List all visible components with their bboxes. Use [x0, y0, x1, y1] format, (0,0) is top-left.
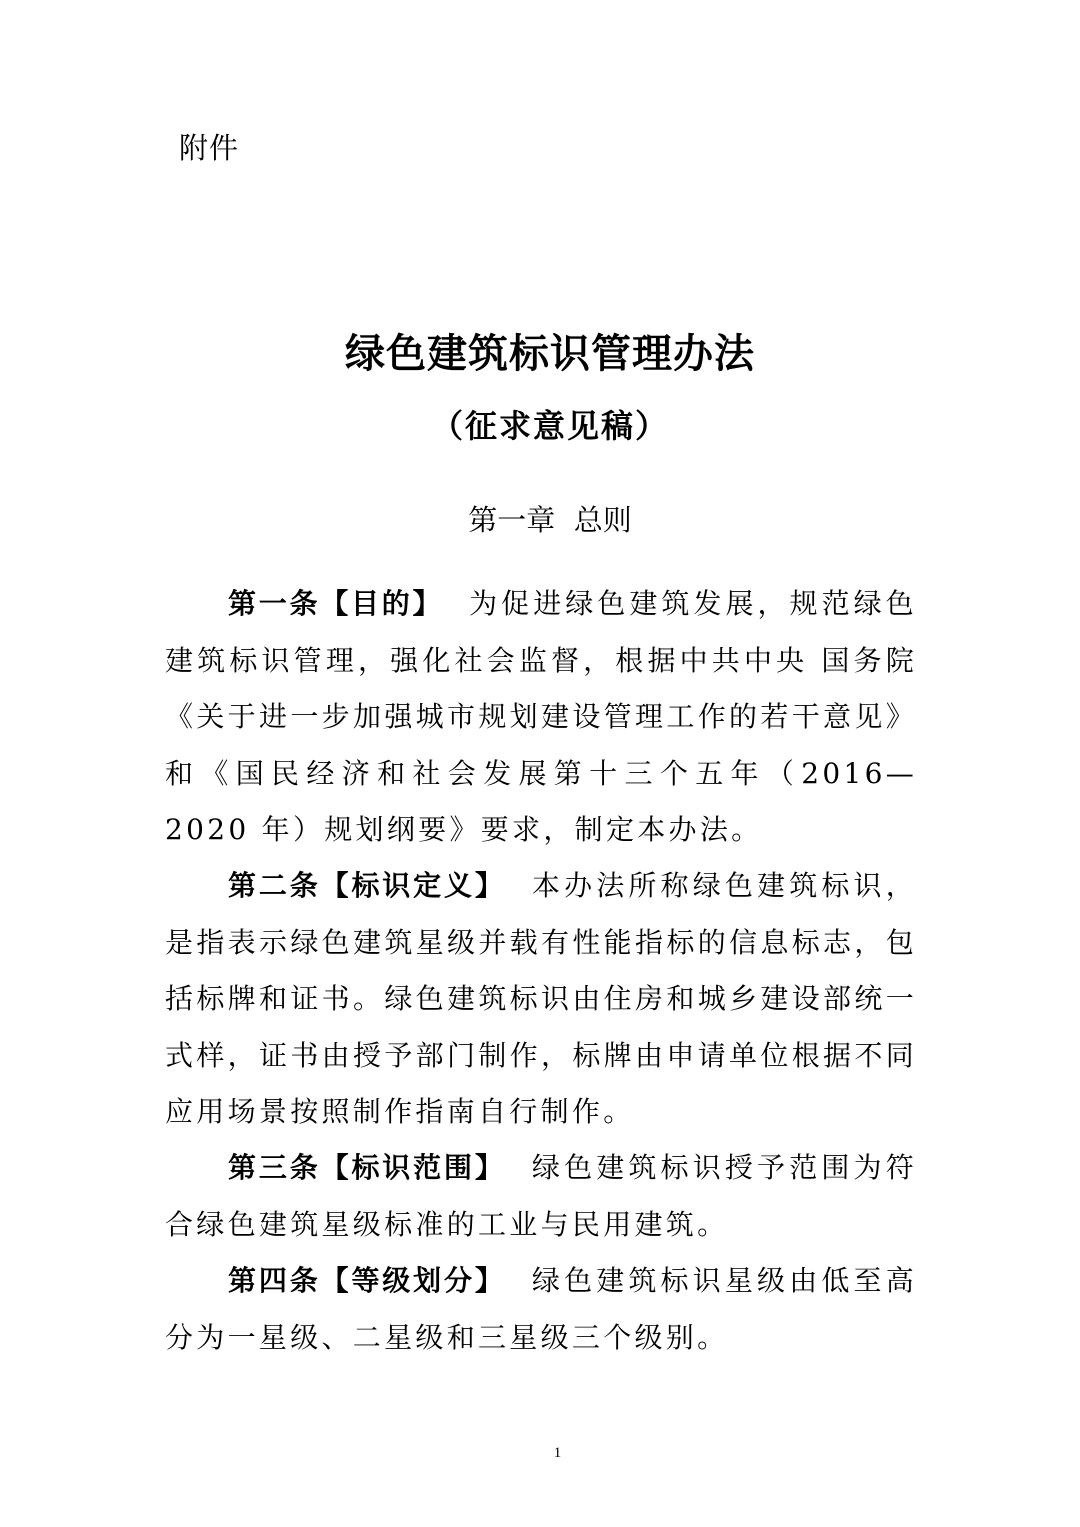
document-title: 绿色建筑标识管理办法 [345, 331, 755, 377]
article-2-text: 本办法所称绿色建筑标识，是指表示绿色建筑星级并载有性能指标的信息标志，包括标牌和证书。绿色建筑标识由住房和城乡建设部统一式样，证书由授予部门制作，标牌由申请单位根据不同应用场景按照制作指南自行制作。 [165, 869, 917, 1128]
article-3-text: 绿色建筑标识授予范围为符合绿色建筑星级标准的工业与民用建筑。 [165, 1151, 917, 1241]
page-number: 1 [553, 1445, 562, 1461]
article-1-block [165, 576, 917, 859]
article-2-heading: 第二条【标识定义】 [228, 869, 506, 902]
article-4 [165, 1253, 917, 1366]
article-2 [165, 858, 917, 1141]
attachment-label: 附件 [179, 131, 240, 165]
article-4-heading: 第四条【等级划分】 [228, 1264, 506, 1297]
article-3 [165, 1140, 917, 1253]
document-subtitle: （征求意见稿） [430, 407, 669, 445]
article-2-block [165, 858, 917, 1141]
article-1 [165, 576, 917, 859]
article-1-text: 为促进绿色建筑发展，规范绿色建筑标识管理，强化社会监督，根据中共中央 国务院《关于进一步加强城市规划建设管理工作的若干意见》和《国民经济和社会发展第十三个五年（2016—2020 年）规划纲要》要求，制定本办法。 [165, 587, 917, 846]
article-4-text: 绿色建筑标识星级由低至高分为一星级、二星级和三星级三个级别。 [165, 1264, 917, 1354]
chapter-heading: 第一章 总则 [468, 503, 632, 537]
article-4-block [165, 1253, 917, 1366]
article-1-heading: 第一条【目的】 [228, 587, 444, 620]
article-3-block [165, 1140, 917, 1253]
article-3-heading: 第三条【标识范围】 [228, 1151, 506, 1184]
